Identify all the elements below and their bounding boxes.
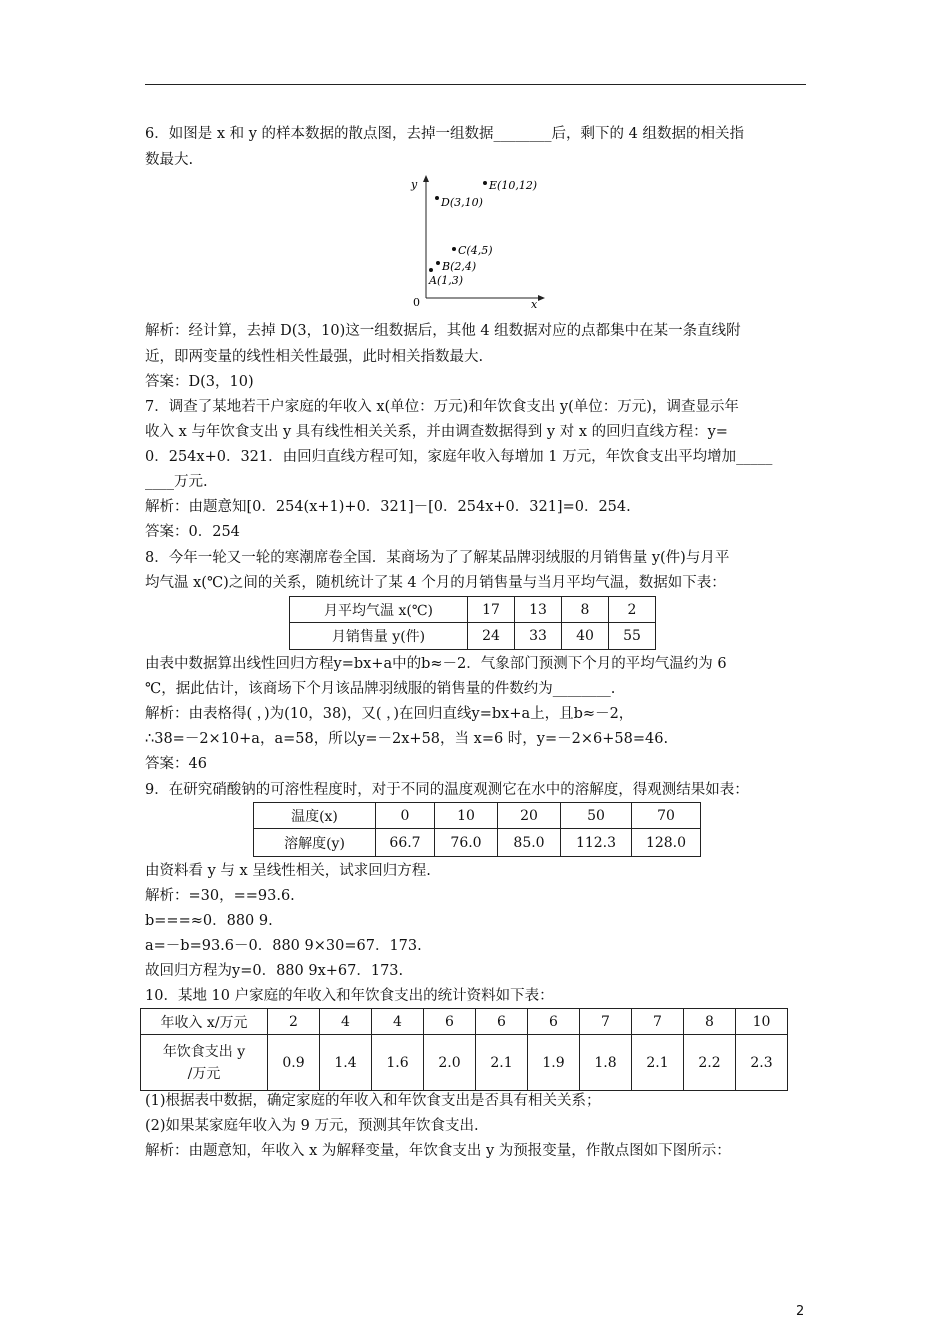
q7-answer: 答案：0．254 xyxy=(145,524,240,540)
table-cell: 月平均气温 x(℃) xyxy=(290,597,468,623)
table-cell: 6 xyxy=(476,1009,528,1035)
table-cell: 10 xyxy=(736,1009,788,1035)
q7-line-4: ____万元. xyxy=(145,474,208,490)
q9-analysis-4: 故回归方程为y=0．880 9x+67．173. xyxy=(145,963,404,979)
y-axis-arrow xyxy=(423,175,429,182)
point-b xyxy=(436,261,440,265)
table-cell xyxy=(141,1035,268,1091)
q7-analysis: 解析：由题意知[0．254(x+1)+0．321]－[0．254x+0．321]=0．254. xyxy=(145,499,631,515)
table-cell: 0.9 xyxy=(268,1035,320,1091)
x-axis-label: x xyxy=(531,298,538,311)
q10-table-row xyxy=(141,1009,788,1035)
table-cell: 17 xyxy=(468,597,515,623)
table-cell: 2.2 xyxy=(684,1035,736,1091)
q10-line-1: 10．某地 10 户家庭的年收入和年饮食支出的统计资料如下表： xyxy=(145,988,554,1004)
q9-table xyxy=(253,802,701,857)
q8-table xyxy=(289,596,656,650)
table-cell: 2.3 xyxy=(736,1035,788,1091)
table-cell: 76.0 xyxy=(435,829,498,857)
table-cell: 13 xyxy=(515,597,562,623)
point-b-label: B(2,4) xyxy=(442,260,477,273)
table-cell: 4 xyxy=(372,1009,424,1035)
q6-analysis-2: 近，即两变量的线性相关性最强，此时相关指数最大. xyxy=(145,349,484,365)
q8-analysis-2: ∴38=－2×10+a，a=58，所以y=－2x+58，当 x=6 时，y=－2×6+58=46. xyxy=(145,731,669,747)
table-cell-text: 年饮食支出 y xyxy=(162,1043,246,1060)
q6-analysis-1: 解析：经计算，去掉 D(3，10)这一组数据后，其他 4 组数据对应的点都集中在某一条直线附 xyxy=(145,323,741,339)
table-cell: 128.0 xyxy=(632,829,701,857)
table-cell: 2.0 xyxy=(424,1035,476,1091)
q8-table-row xyxy=(290,597,656,623)
table-cell: 8 xyxy=(684,1009,736,1035)
q8-analysis-1: 解析：由表格得( ，)为(10，38)，又( ，)在回归直线y=bx+a上，且b≈－2， xyxy=(145,706,634,722)
table-cell: 2.1 xyxy=(476,1035,528,1091)
q6-line-2: 数最大. xyxy=(145,152,194,168)
table-cell: 20 xyxy=(498,803,561,829)
q8-line-3: 由表中数据算出线性回归方程y=bx+a中的b≈－2．气象部门预测下个月的平均气温约为 6 xyxy=(145,656,727,672)
table-cell: 1.4 xyxy=(320,1035,372,1091)
q10-part-2: (2)如果某家庭年收入为 9 万元，预测其年饮食支出. xyxy=(145,1118,479,1134)
table-cell: 7 xyxy=(632,1009,684,1035)
table-cell: 85.0 xyxy=(498,829,561,857)
q6-answer: 答案：D(3，10) xyxy=(145,374,254,390)
page-number: 2 xyxy=(796,1304,805,1319)
table-cell: 8 xyxy=(562,597,609,623)
point-e-label: E(10,12) xyxy=(489,179,538,192)
table-cell: 1.6 xyxy=(372,1035,424,1091)
table-cell: 溶解度(y) xyxy=(254,829,376,857)
point-e xyxy=(483,181,487,185)
q8-table-row xyxy=(290,623,656,650)
table-cell: 50 xyxy=(561,803,632,829)
q9-table-row xyxy=(254,803,701,829)
q10-analysis: 解析：由题意知，年收入 x 为解释变量，年饮食支出 y 为预报变量，作散点图如下图所示： xyxy=(145,1143,731,1159)
table-cell: 6 xyxy=(528,1009,580,1035)
q8-line-2: 均气温 x(℃)之间的关系，随机统计了某 4 个月的月销售量与当月平均气温，数据如下表： xyxy=(145,575,726,591)
table-cell: 温度(x) xyxy=(254,803,376,829)
table-cell: 112.3 xyxy=(561,829,632,857)
y-axis-label: y xyxy=(411,178,418,191)
table-cell: 年收入 x/万元 xyxy=(141,1009,268,1035)
table-cell: 10 xyxy=(435,803,498,829)
point-d xyxy=(435,196,439,200)
point-a-label: A(1,3) xyxy=(429,274,464,287)
origin-label: 0 xyxy=(413,296,420,309)
q9-analysis-2: b===≈0．880 9. xyxy=(145,913,273,929)
q9-analysis-1: 解析：=30，==93.6. xyxy=(145,888,295,904)
x-axis-arrow xyxy=(538,295,545,301)
table-cell: 2 xyxy=(268,1009,320,1035)
table-cell: 1.8 xyxy=(580,1035,632,1091)
scatter-figure xyxy=(400,172,550,312)
q8-line-4: ℃，据此估计，该商场下个月该品牌羽绒服的销售量的件数约为________. xyxy=(145,681,616,697)
q7-line-1: 7．调查了某地若干户家庭的年收入 x(单位：万元)和年饮食支出 y(单位：万元)，调查显示年 xyxy=(145,399,739,415)
table-cell: 月销售量 y(件) xyxy=(290,623,468,650)
table-cell: 55 xyxy=(609,623,656,650)
q8-line-1: 8．今年一轮又一轮的寒潮席卷全国．某商场为了了解某品牌羽绒服的月销售量 y(件)与月平 xyxy=(145,550,730,566)
q9-line-1: 9．在研究硝酸钠的可溶性程度时，对于不同的温度观测它在水中的溶解度，得观测结果如表： xyxy=(145,782,749,798)
table-cell: 2 xyxy=(609,597,656,623)
q10-table-row xyxy=(141,1035,788,1091)
q9-analysis-3: a=－b=93.6－0．880 9×30=67．173. xyxy=(145,938,422,954)
q7-line-3: 0．254x+0．321．由回归直线方程可知，家庭年收入每增加 1 万元，年饮食支出平均增加_____ xyxy=(145,449,773,465)
table-cell: 2.1 xyxy=(632,1035,684,1091)
header-rule xyxy=(145,84,806,85)
point-c xyxy=(452,247,456,251)
table-cell: 7 xyxy=(580,1009,632,1035)
table-cell: 6 xyxy=(424,1009,476,1035)
table-cell: 70 xyxy=(632,803,701,829)
point-c-label: C(4,5) xyxy=(458,244,493,257)
q10-part-1: (1)根据表中数据，确定家庭的年收入和年饮食支出是否具有相关关系； xyxy=(145,1093,601,1109)
point-d-label: D(3,10) xyxy=(441,196,483,209)
table-cell: 24 xyxy=(468,623,515,650)
table-cell: 0 xyxy=(376,803,435,829)
table-cell: 1.9 xyxy=(528,1035,580,1091)
q9-table-row xyxy=(254,829,701,857)
table-cell: 4 xyxy=(320,1009,372,1035)
q10-table xyxy=(140,1008,788,1091)
table-cell-text: /万元 xyxy=(187,1065,221,1082)
point-a xyxy=(429,268,433,272)
table-cell: 66.7 xyxy=(376,829,435,857)
table-cell: 33 xyxy=(515,623,562,650)
q8-answer: 答案：46 xyxy=(145,756,207,772)
q9-line-2: 由资料看 y 与 x 呈线性相关，试求回归方程. xyxy=(145,863,431,879)
q7-line-2: 收入 x 与年饮食支出 y 具有线性相关关系，并由调查数据得到 y 对 x 的回归直线方程：y= xyxy=(145,424,728,440)
q6-line-1: 6．如图是 x 和 y 的样本数据的散点图，去掉一组数据________后，剩下的 4 组数据的相关指 xyxy=(145,126,744,142)
table-cell: 40 xyxy=(562,623,609,650)
